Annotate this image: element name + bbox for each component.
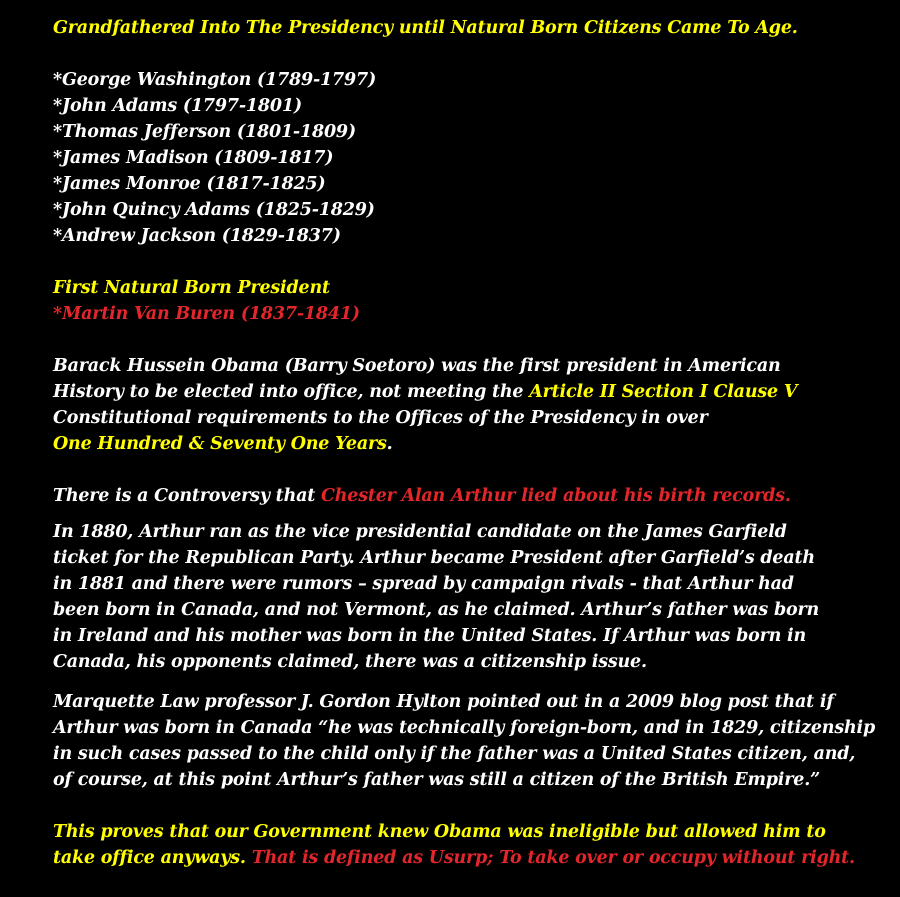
spacer (53, 675, 893, 689)
list-item: *George Washington (1789-1797) (53, 70, 377, 90)
text-span: take office anyways. (53, 848, 252, 868)
spacer (53, 793, 893, 819)
paragraph-line (53, 431, 893, 457)
first-natural-born-name: *Martin Van Buren (1837-1841) (53, 304, 360, 324)
controversy-line (53, 483, 893, 509)
paragraph-line: Arthur was born in Canada “he was technically foreign-born, and in 1829, citizenship (53, 718, 875, 738)
highlight-span: One Hundred & Seventy One Years (53, 434, 387, 454)
paragraph-line: Marquette Law professor J. Gordon Hylton pointed out in a 2009 blog post that if (53, 692, 834, 712)
paragraph-line: been born in Canada, and not Vermont, as he claimed. Arthur’s father was born (53, 600, 820, 620)
spacer (53, 457, 893, 483)
list-item: *John Adams (1797-1801) (53, 96, 302, 116)
paragraph-line: Constitutional requirements to the Offices of the Presidency in over (53, 408, 708, 428)
paragraph-line: In 1880, Arthur ran as the vice presidential candidate on the James Garfield (53, 522, 787, 542)
highlight-span: Article II Section I Clause V (529, 382, 798, 402)
list-item: *James Monroe (1817-1825) (53, 174, 326, 194)
conclusion-paragraph (53, 819, 893, 871)
paragraph-line: This proves that our Government knew Obama was ineligible but allowed him to (53, 822, 826, 842)
text-span: There is a Controversy that (53, 486, 322, 506)
paragraph-line: Canada, his opponents claimed, there was a citizenship issue. (53, 652, 647, 672)
highlight-span: Chester Alan Arthur lied about his birth records. (321, 486, 791, 506)
paragraph-line: in such cases passed to the child only if the father was a United States citizen, and, (53, 744, 856, 764)
paragraph-line (53, 845, 893, 871)
text-span: History to be elected into office, not meeting the (53, 382, 530, 402)
list-item: *Thomas Jefferson (1801-1809) (53, 122, 356, 142)
paragraph-line (53, 379, 893, 405)
list-item: *John Quincy Adams (1825-1829) (53, 200, 375, 220)
paragraph-line: ticket for the Republican Party. Arthur became President after Garfield’s death (53, 548, 815, 568)
spacer (53, 249, 893, 275)
paragraph-line: of course, at this point Arthur’s father was still a citizen of the British Empire.” (53, 770, 820, 790)
highlight-span: That is defined as Usurp; To take over or occupy without right. (251, 848, 855, 868)
obama-paragraph (53, 353, 893, 457)
spacer (53, 327, 893, 353)
heading: Grandfathered Into The Presidency until Natural Born Citizens Came To Age. (53, 18, 798, 38)
arthur-paragraph (53, 519, 893, 675)
spacer (53, 41, 893, 67)
list-item: *Andrew Jackson (1829-1837) (53, 226, 341, 246)
paragraph-line: in 1881 and there were rumors – spread by campaign rivals - that Arthur had (53, 574, 794, 594)
hylton-paragraph (53, 689, 893, 793)
document (53, 15, 893, 871)
paragraph-line: in Ireland and his mother was born in the United States. If Arthur was born in (53, 626, 806, 646)
first-natural-born-title: First Natural Born President (53, 278, 330, 298)
list-item: *James Madison (1809-1817) (53, 148, 334, 168)
paragraph-line: Barack Hussein Obama (Barry Soetoro) was the first president in American (53, 356, 781, 376)
text-span: . (386, 434, 393, 454)
spacer (53, 509, 893, 519)
grandfathered-list (53, 67, 893, 249)
